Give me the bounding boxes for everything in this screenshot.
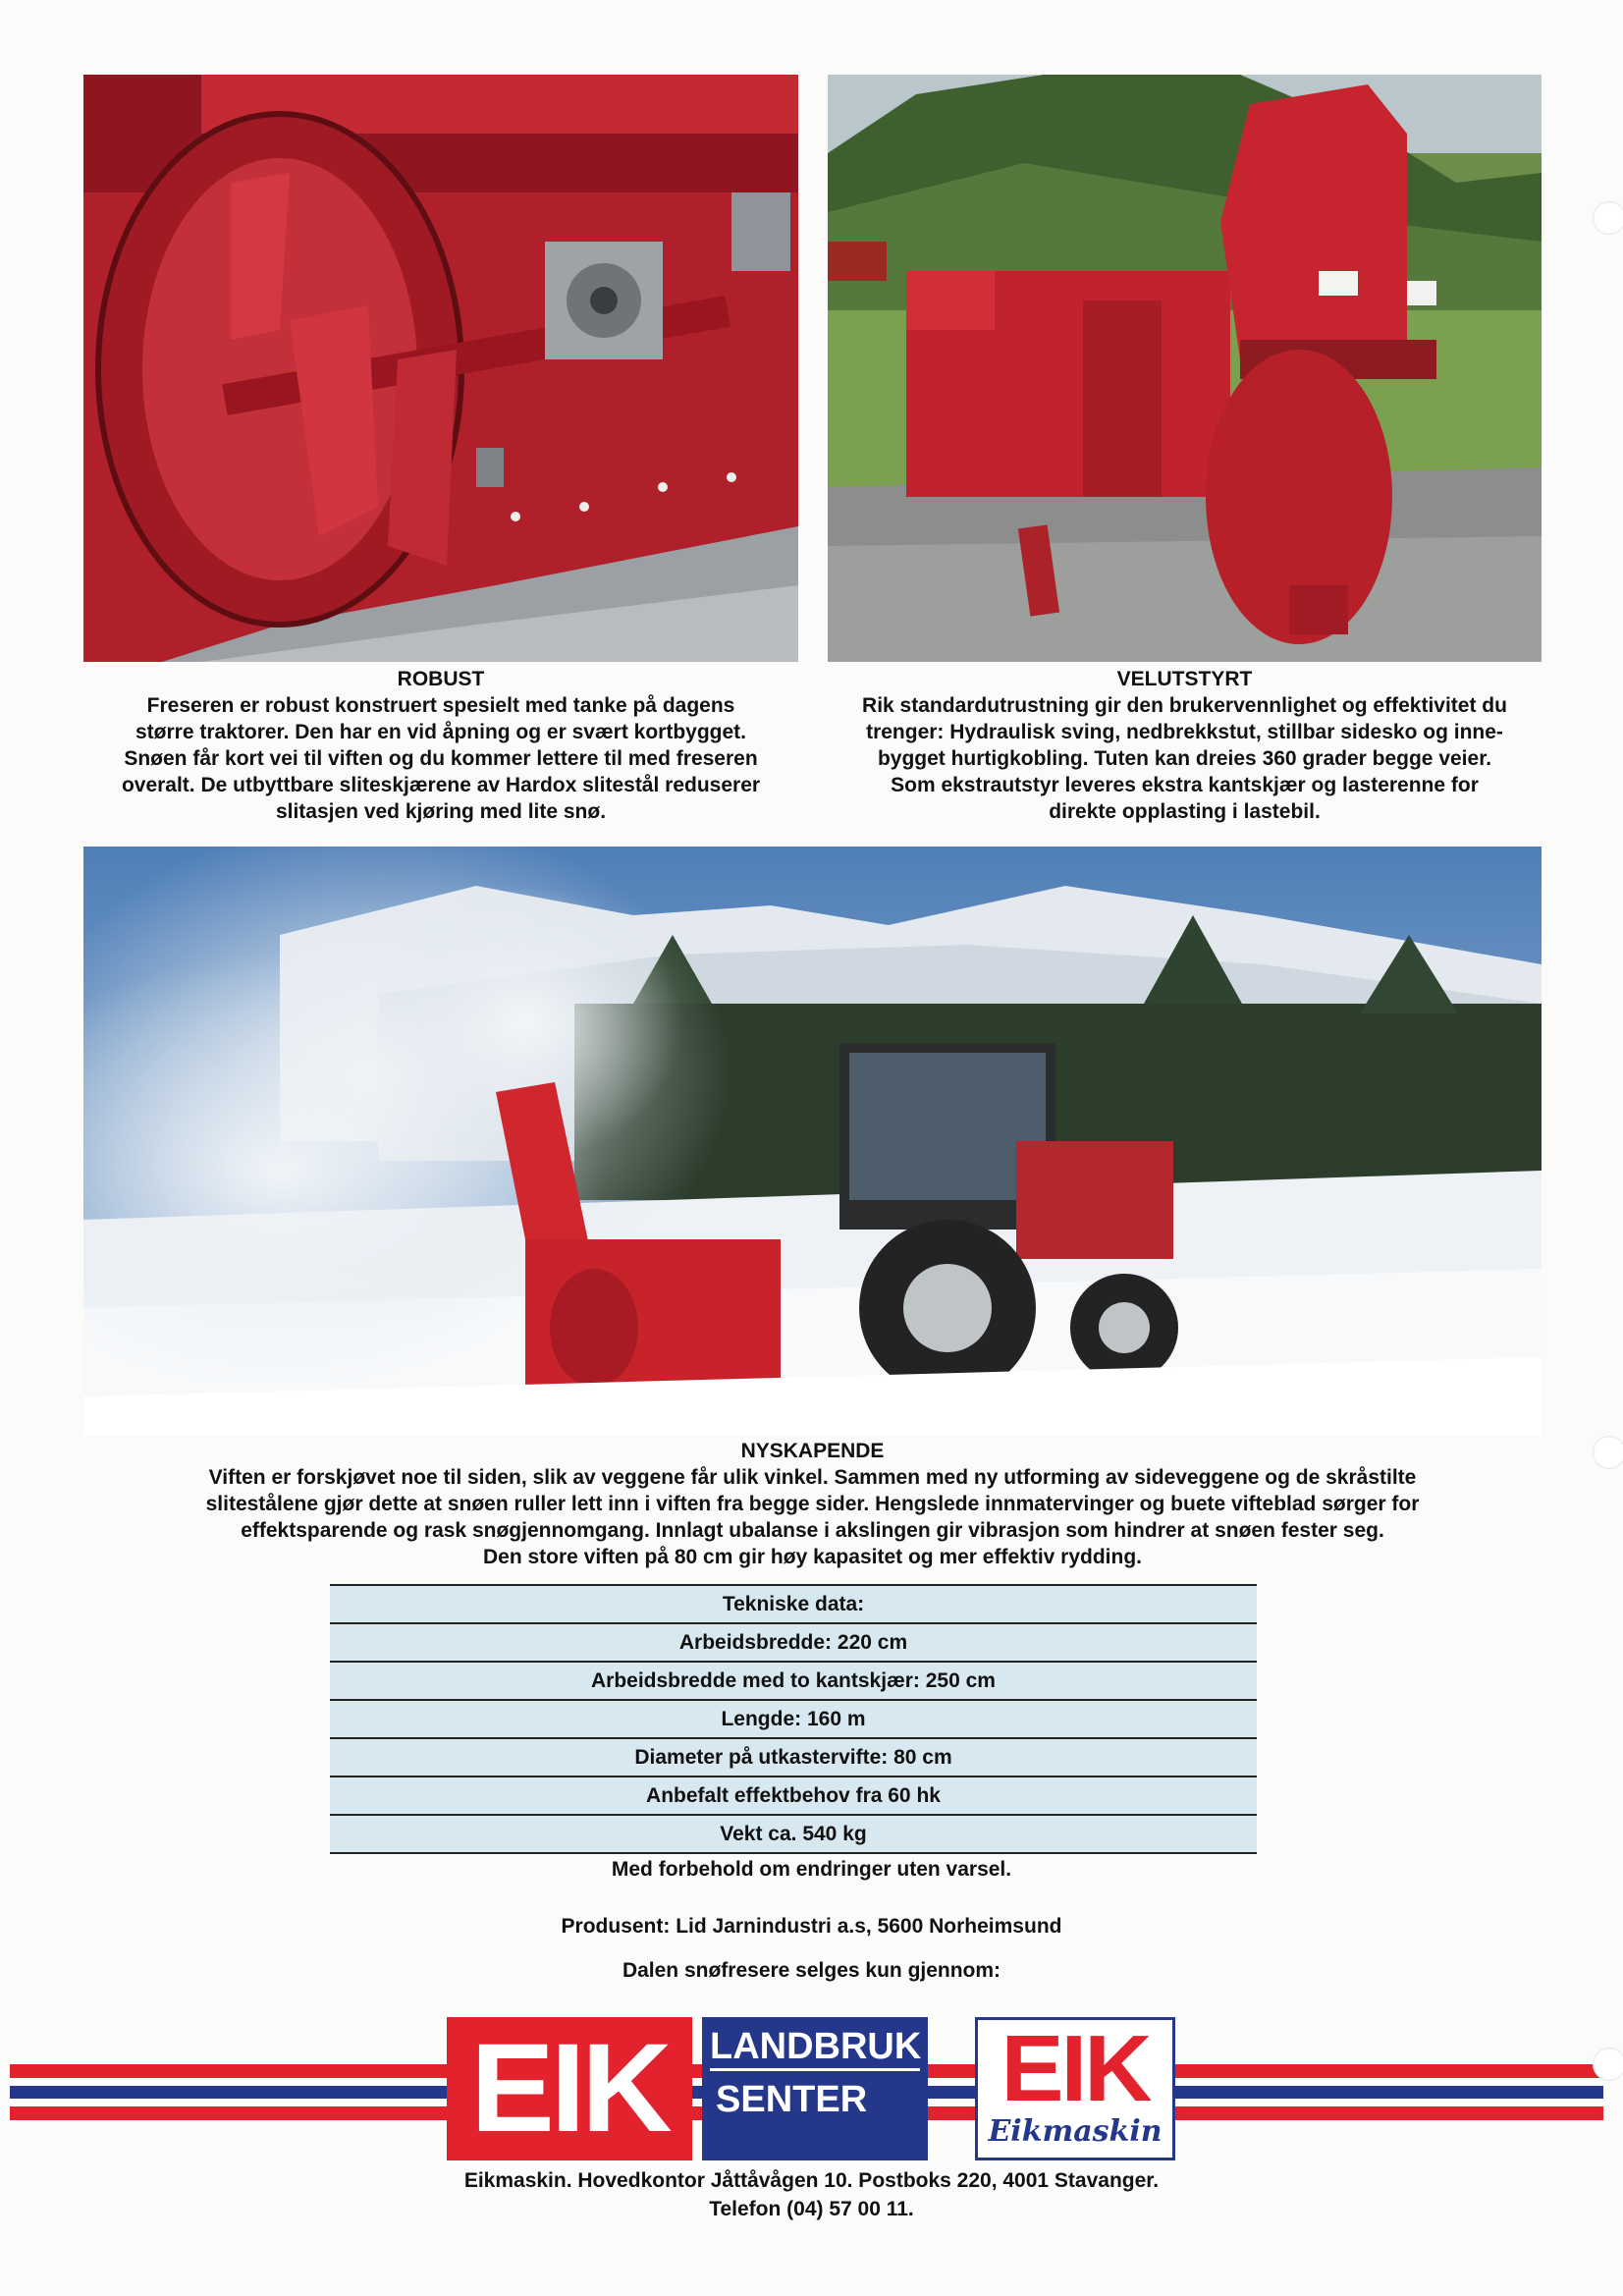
punch-hole [1593,201,1623,235]
caption-line: direkte opplasting i lastebil. [1049,800,1321,823]
snowblower-field-photo-icon [828,75,1542,662]
caption-line: trenger: Hydraulisk sving, nedbrekkstut, stillbar sidesko og inne- [866,721,1503,743]
caption-velutstyrt [828,666,1542,825]
address-block [0,2166,1623,2223]
caption-line: Viften er forskjøvet noe til siden, slik av veggene får ulik vinkel. Sammen med ny utforming av sideveggene og de skråstilte [208,1466,1417,1489]
caption-title: NYSKAPENDE [740,1440,885,1462]
eik-eikmaskin-logo [975,2017,1175,2160]
caption-line: større traktorer. Den har en vid åpning og er svært kortbygget. [135,721,746,743]
punch-hole [1593,2048,1623,2081]
producer-line: Produsent: Lid Jarnindustri a.s, 5600 Norheimsund [561,1915,1062,1938]
caption-line: Den store viften på 80 cm gir høy kapasitet og mer effektiv rydding. [482,1546,1142,1568]
caption-nyskapende [83,1438,1542,1570]
tech-row: Arbeidsbredde med to kantskjær: 250 cm [330,1661,1257,1699]
caption-line: Freseren er robust konstruert spesielt med tanke på dagens [146,694,735,717]
caption-line: Som ekstrautstyr leveres ekstra kantskjær og lasterenne for [891,774,1479,796]
tractor-snowblowing-photo-icon [83,847,1542,1436]
punch-hole [1593,1436,1623,1469]
landbruk-line: LANDBRUK [710,2025,920,2071]
eik-logo-right-text: EIK [1001,2016,1150,2121]
caption-title: VELUTSTYRT [1116,668,1253,690]
tech-data-table [330,1584,1257,1854]
address-line-1: Eikmaskin. Hovedkontor Jåttåvågen 10. Postboks 220, 4001 Stavanger. [463,2169,1160,2192]
eik-logo-left [447,2017,692,2160]
disclaimer: Med forbehold om endringer uten varsel. [611,1858,1012,1881]
caption-line: overalt. De utbyttbare sliteskjærene av Hardox slitestål reduserer [121,774,761,796]
caption-line: Rik standardutrustning gir den brukervennlighet og effektivitet du [862,694,1507,717]
eik-logo-left-text: EIK [470,2018,669,2159]
caption-title: ROBUST [397,668,485,690]
caption-line: slitasjen ved kjøring med lite snø. [275,800,607,823]
caption-line: slitestålene gjør dette at snøen ruller lett inn i viften fra begge sider. Hengslede innmatervinger og buete vifteblad sørger for [205,1493,1420,1515]
landbruk-senter-logo [702,2017,928,2160]
photo-nyskapende [83,847,1542,1436]
tech-row: Arbeidsbredde: 220 cm [330,1622,1257,1661]
snowblower-interior-photo-icon [83,75,798,662]
caption-line: bygget hurtigkobling. Tuten kan dreies 360 grader begge veier. [877,747,1492,770]
address-line-2: Telefon (04) 57 00 11. [709,2198,914,2220]
photo-robust [83,75,798,662]
tech-row: Vekt ca. 540 kg [330,1814,1257,1854]
caption-line: Snøen får kort vei til viften og du kommer lettere til med freseren [124,747,758,770]
tech-row: Diameter på utkastervifte: 80 cm [330,1737,1257,1776]
tech-row: Anbefalt effektbehov fra 60 hk [330,1776,1257,1814]
photo-velutstyrt [828,75,1542,662]
senter-line: SENTER [716,2079,868,2120]
tech-row-header: Tekniske data: [330,1584,1257,1622]
caption-robust [83,666,798,825]
tech-row: Lengde: 160 m [330,1699,1257,1737]
caption-line: effektsparende og rask snøgjennomgang. Innlagt ubalanse i akslingen gir vibrasjon som hindrer at snøen fester seg. [241,1519,1384,1542]
sold-through-line: Dalen snøfresere selges kun gjennom: [622,1959,1001,1982]
eikmaskin-script: Eikmaskin [988,2114,1163,2149]
